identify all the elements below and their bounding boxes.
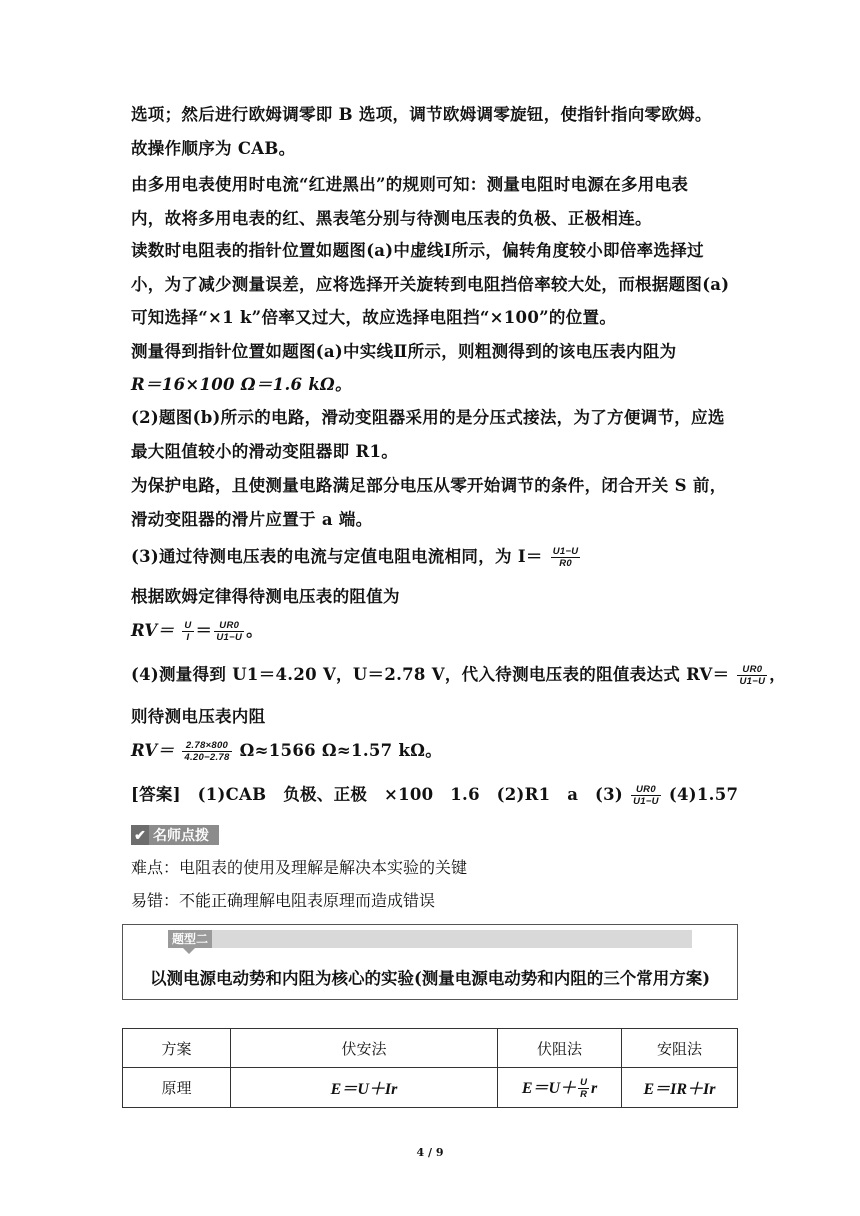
mistake-note: 易错：不能正确理解电阻表原理而造成错误 [131, 891, 436, 910]
fraction: $\frac{U1-U}{R0}$ [552, 546, 579, 569]
table-header: 方案 [123, 1029, 231, 1068]
methods-table [122, 1028, 738, 1108]
table-header-row [123, 1029, 738, 1068]
line-text: Ω≈1566 Ω≈1.57 kΩ。 [239, 741, 442, 760]
text-line: 则待测电压表内阻 [131, 707, 266, 726]
table-header: 伏阻法 [498, 1029, 622, 1068]
text-line: 由多用电表使用时电流“红进黑出”的规则可知：测量电阻时电源在多用电表 [131, 175, 689, 194]
text-line: 滑动变阻器的滑片应置于 a 端。 [131, 510, 373, 529]
equation-line [131, 740, 442, 763]
equation-line [131, 546, 582, 569]
fraction: $\frac{U}{I}$ [184, 620, 192, 643]
line-text: RV＝ [131, 621, 175, 640]
equation-line: RV＝ $\frac{U}{I}$ ＝ $\frac{UR0}{U1-U}$ 。 [131, 620, 263, 643]
tag-pointer-icon [183, 948, 195, 954]
table-cell: E＝IR＋Ir [622, 1068, 738, 1108]
fraction: $\frac{U}{R}$ [580, 1077, 587, 1101]
text-line: 内，故将多用电表的红、黑表笔分别与待测电压表的负极、正极相连。 [131, 209, 652, 228]
text-line: 读数时电阻表的指针位置如题图(a)中虚线Ⅰ所示，偏转角度较小即倍率选择过 [131, 241, 704, 260]
text-line: 根据欧姆定律得待测电压表的阻值为 [131, 587, 400, 606]
answer-text: [答案] (1)CAB 负极、正极 ×100 1.6 (2)R1 a (3) [131, 785, 624, 804]
text-line: (2)题图(b)所示的电路，滑动变阻器采用的是分压式接法，为了方便调节，应选 [131, 408, 725, 427]
text-line: 故操作顺序为 CAB。 [131, 139, 296, 158]
table-cell: E＝U＋ $\frac{U}{R}$ r [498, 1068, 622, 1108]
difficulty-note: 难点：电阻表的使用及理解是解决本实验的关键 [131, 858, 468, 877]
text-line: 测量得到指针位置如题图(a)中实线Ⅱ所示，则粗测得到的该电压表内阻为 [131, 342, 677, 361]
table-header: 伏安法 [231, 1029, 498, 1068]
table-header: 安阻法 [622, 1029, 738, 1068]
answer-text: (4)1.57 [668, 785, 739, 804]
check-icon: ✔ [131, 825, 149, 845]
fraction: $\frac{UR0}{U1-U}$ [633, 784, 659, 807]
text-line: 为保护电路，且使测量电路满足部分电压从零开始调节的条件，闭合开关 S 前， [131, 476, 727, 495]
text-line: 可知选择“×1 k”倍率又过大，故应选择电阻挡“×100”的位置。 [131, 308, 617, 327]
section-tag: 题型二 [168, 930, 212, 948]
table-cell: E＝U＋Ir [231, 1068, 498, 1108]
fraction: $\frac{2.78\times 800}{4.20-2.78}$ [184, 740, 230, 763]
equation-line: (4)测量得到 U1＝4.20 V，U＝2.78 V，代入待测电压表的阻值表达式 RV＝ $\frac{UR0}{U1-U}$ ， [131, 664, 787, 687]
section-title: 以测电源电动势和内阻为核心的实验(测量电源电动势和内阻的三个常用方案) [149, 969, 711, 988]
fraction: $\frac{UR0}{U1-U}$ [216, 620, 243, 643]
table-row [123, 1068, 738, 1108]
line-text: (3)通过待测电压表的电流与定值电阻电流相同，为 I＝ [131, 547, 543, 566]
line-text: (4)测量得到 U1＝4.20 V，U＝2.78 V，代入待测电压表的阻值表达式 RV＝ [131, 665, 730, 684]
fraction: $\frac{UR0}{U1-U}$ [739, 664, 766, 687]
equation-line: R＝16×100 Ω＝1.6 kΩ。 [131, 375, 352, 394]
tip-badge [131, 825, 219, 845]
line-text: RV＝ [131, 741, 175, 760]
text-line: 小，为了减少测量误差，应将选择开关旋转到电阻挡倍率较大处，而根据题图(a) [131, 275, 730, 294]
text-line: 选项；然后进行欧姆调零即 B 选项，调节欧姆调零旋钮，使指针指向零欧姆。 [131, 105, 712, 124]
section-bar [168, 930, 692, 948]
section-box [122, 924, 738, 1000]
page-number: 4 / 9 [416, 1146, 444, 1159]
tip-badge-label: 名师点拨 [153, 827, 209, 843]
answer-line [131, 784, 738, 807]
table-cell: 原理 [123, 1068, 231, 1108]
text-line: 最大阻值较小的滑动变阻器即 R1。 [131, 442, 399, 461]
